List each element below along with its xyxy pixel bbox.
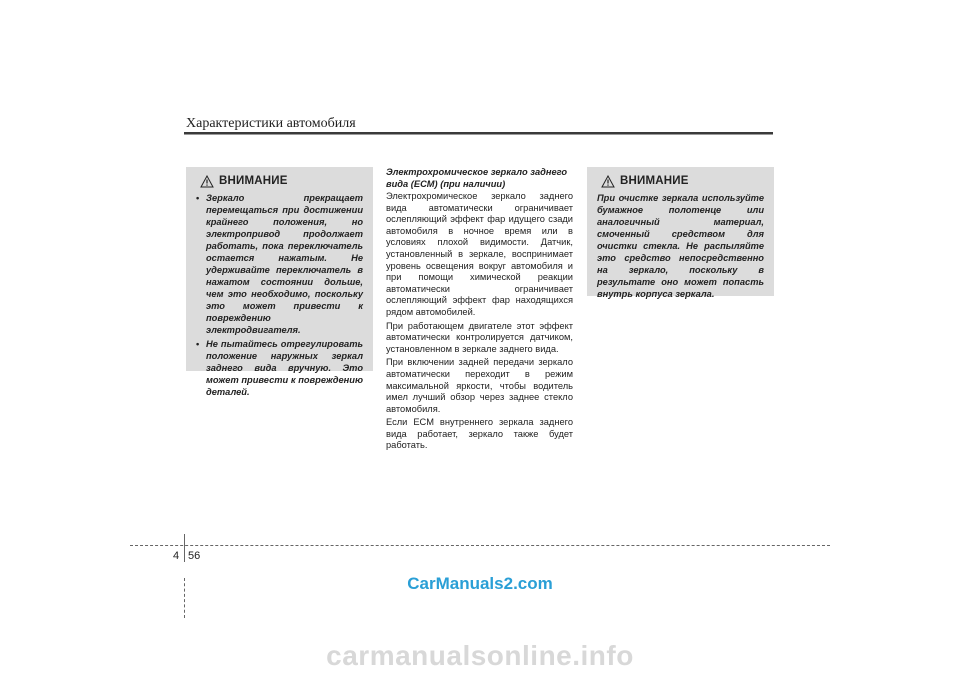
ecm-paragraph: Электрохромическое зеркало заднего вида автоматически ограничивает ослепляющий эффект фар идущего сзади автомобиля в ночное время или в условиях плохой видимости. Датчик, установленный в зеркале, воспринимает уровень освещения вокруг автомобиля и при помощи химической реакции автоматически ограничивает ослепляющий эффект фар находящихся рядом автомобилей. [386,191,573,317]
warning-item-text: Не пытайтесь отрегулировать положение наружных зеркал заднего вида вручную. Это может привести к повреждению деталей. [206,339,363,397]
warning-item: • Не пытайтесь отрегулировать положение наружных зеркал заднего вида вручную. Это может привести к повреждению деталей. [196,339,363,397]
warning-box-right [587,167,774,299]
warning-box-left [186,167,373,397]
warning-list [196,192,363,398]
watermark-carmanuals2: CarManuals2.com [407,574,553,593]
warning-text: При очистке зеркала используйте бумажное полотенце или аналогичный материал, смоченный средством для очистки стекла. Не распыляйте это средство непосредственно на зеркало, поскольку в результате оно может попасть внутрь корпуса зеркала. [597,193,764,299]
ecm-paragraph: При работающем двигателе этот эффект автоматически контролируется датчиком, установленном в зеркале заднего вида. [386,320,573,354]
warning-header [200,173,363,189]
page-number: 56 [188,550,201,562]
warning-triangle-icon [200,175,214,188]
warning-title: ВНИМАНИЕ [620,175,689,187]
ecm-paragraph: При включении задней передачи зеркало автоматически переходит в режим максимальной яркости, чтобы водитель имел лучший обзор через заднее стекло автомобиля. [386,357,573,414]
ecm-paragraph: Если ECM внутреннего зеркала заднего вида работает, зеркало также будет работать. [386,417,573,451]
warning-triangle-icon [601,175,615,188]
ecm-heading: Электрохромическое зеркало заднего вида (ECM) (при наличии) [386,167,568,189]
ecm-section [386,166,573,454]
warning-item-text: Зеркало прекращает перемещаться при достижении крайнего положения, но электропривод продолжает работать, пока переключатель остается нажатым. Не удерживайте переключатель в нажатом состоянии дольше, чем это необходимо, поскольку это может привести к повреждению электродвигателя. [206,193,363,335]
warning-item: • Зеркало прекращает перемещаться при достижении крайнего положения, но электропривод продолжает работать, пока переключатель остается нажатым. Не удерживайте переключатель в нажатом состоянии дольше, чем это необходимо, поскольку это может привести к повреждению электродвигателя. [196,193,363,335]
header-rule-thin [184,134,773,135]
watermark-carmanualsonline: carmanualsonline.info [326,640,634,671]
page-header-title: Характеристики автомобиля [186,116,356,131]
chapter-number: 4 [173,550,180,562]
warning-title: ВНИМАНИЕ [219,175,288,187]
footer-dashed-rule [130,545,830,546]
footer-divider [184,534,185,562]
warning-header [601,173,764,189]
